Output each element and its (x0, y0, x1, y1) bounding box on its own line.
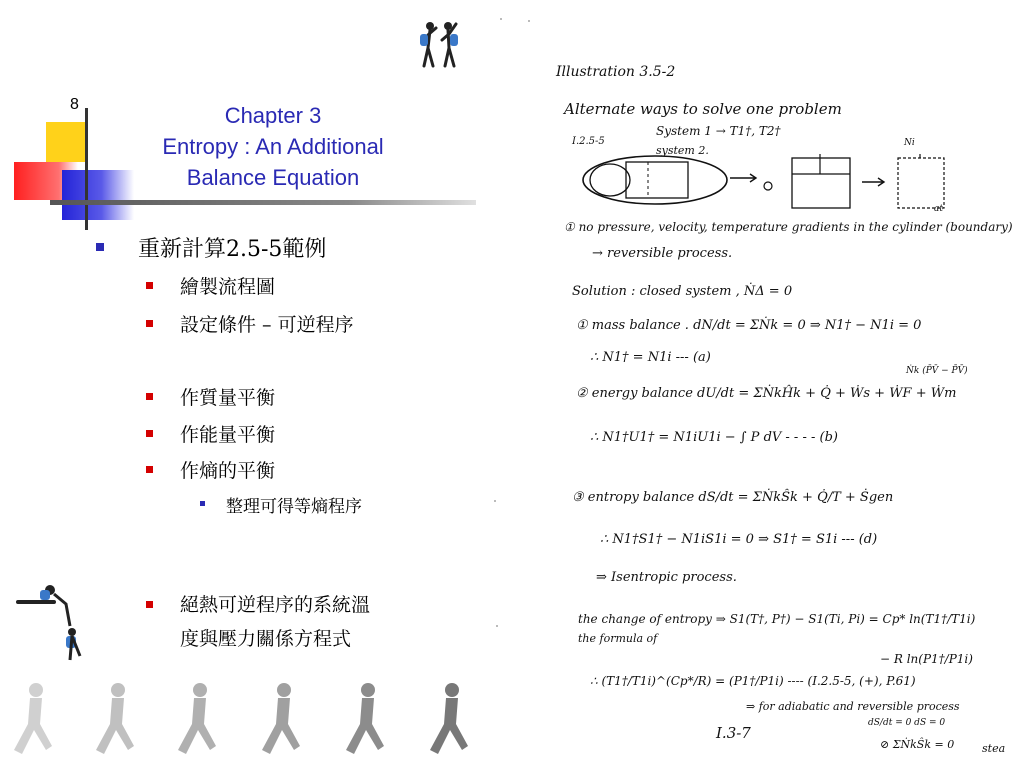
climber-clipart (14, 580, 86, 672)
note-change-entropy: the change of entropy ⇒ S1(T†, P†) − S1(Ti, Pi) = Cp* ln(T1†/T1i) (578, 612, 976, 626)
title-line-3: Balance Equation (186, 165, 360, 190)
bullet-marker (146, 282, 153, 289)
note-alternate-ways: Alternate ways to solve one problem (564, 100, 842, 118)
bullet-isentropic (200, 492, 362, 517)
runner-figure (178, 683, 216, 754)
title-line-2: Entropy : An Additional (162, 134, 384, 159)
bullet-marker (146, 601, 153, 608)
note-entropy-balance: ③ entropy balance dS/dt = ΣṄkŜk + Q̇/T + Ṡgen (572, 490, 894, 505)
bullet-text: 繪製流程圖 (180, 276, 276, 298)
title-line-1: Chapter 3 (224, 103, 322, 128)
scan-dot (528, 20, 530, 22)
bullet-text: 作質量平衡 (180, 387, 276, 409)
note-energy-balance: ② energy balance dU/dt = ΣṄkĤk + Q̇ + Ẇs + ẆF + Ẇm (576, 386, 957, 401)
vertical-rule (85, 108, 88, 230)
note-illustration: Illustration 3.5-2 (556, 64, 676, 80)
runner-figure (96, 683, 134, 754)
bullet-recalculate (96, 232, 326, 263)
bullet-text: 整理可得等熵程序 (226, 497, 362, 517)
note-ref-bottom: I.3-7 (716, 724, 751, 742)
note-system-1: System 1 → T1†, T2† (656, 124, 781, 138)
runner-figure (262, 683, 300, 754)
bullet-text: 重新計算2.5-5範例 (138, 237, 327, 262)
note-at-mark: at (934, 204, 943, 214)
slide-number: 8 (70, 96, 79, 113)
note-formula-of: the formula of (578, 632, 658, 645)
note-system-2: system 2. (656, 144, 709, 157)
note-adiabatic: ⇒ for adiabatic and reversible process (746, 700, 960, 713)
runner-figure (430, 683, 468, 754)
runner-figure (346, 683, 384, 754)
bullet-text: 作能量平衡 (180, 424, 276, 446)
note-eq-d: ∴ N1†S1† − N1iS1i = 0 ⇒ S1† = S1i --- (d) (600, 532, 878, 547)
note-eq-b: ∴ N1†U1† = N1iU1i − ∫ P dV - - - - (b) (590, 430, 838, 445)
bullet-text: 設定條件 – 可逆程序 (180, 314, 354, 336)
scan-dot (494, 500, 496, 502)
title-underline-rule (50, 200, 476, 205)
note-sum: ⊘ ΣṄkŜk = 0 (880, 738, 955, 751)
note-solution: Solution : closed system , ṄΔ = 0 (572, 284, 793, 299)
note-mass-balance: ① mass balance . dN/dt = ΣṄk = 0 ⇒ N1† − N1i = 0 (576, 318, 922, 333)
bullet-relation (146, 588, 370, 656)
bullet-flowchart (146, 272, 275, 299)
bullet-mass-balance (146, 383, 275, 410)
bullet-text: 作熵的平衡 (180, 460, 276, 482)
note-flow-work: Ṅk (P̄V̄ − P̄V̄) (906, 366, 968, 376)
bullet-marker (146, 393, 153, 400)
hikers-clipart (416, 18, 466, 78)
decorative-yellow-square (46, 122, 86, 162)
note-ds-dt: dS/dt = 0 dS = 0 (868, 718, 946, 728)
scan-dot (496, 625, 498, 627)
bullet-marker (146, 320, 153, 327)
scan-dot (500, 18, 502, 20)
bullet-marker (200, 501, 205, 506)
note-eq-a: ∴ N1† = N1i --- (a) (590, 350, 711, 365)
bullet-marker (96, 243, 104, 251)
runner-figure (14, 683, 52, 754)
bullet-text-line-1: 絕熱可逆程序的系統溫 (180, 594, 371, 616)
note-reference: I.2.5-5 (572, 136, 605, 147)
bullet-energy-balance (146, 420, 275, 447)
slide-title (118, 100, 428, 193)
bullet-marker (146, 430, 153, 437)
bullet-conditions (146, 310, 354, 337)
bullet-text-line-2: 度與壓力關係方程式 (180, 628, 352, 650)
note-reversible: → reversible process. (592, 246, 733, 261)
bullet-marker (146, 466, 153, 473)
note-sketch-label: Ni (904, 138, 915, 148)
note-steady: stea (982, 742, 1006, 755)
bullet-entropy-balance (146, 456, 275, 483)
note-point-1: ① no pressure, velocity, temperature gradients in the cylinder (boundary) (564, 220, 1013, 234)
note-r-ln: − R ln(P1†/P1i) (880, 652, 973, 666)
note-eq-final: ∴ (T1†/T1i)^(Cp*/R) = (P1†/P1i) ---- (I.2.5-5, (+), P.61) (590, 674, 916, 688)
running-figures-clipart (0, 680, 480, 768)
note-isentropic: ⇒ Isentropic process. (596, 570, 737, 585)
